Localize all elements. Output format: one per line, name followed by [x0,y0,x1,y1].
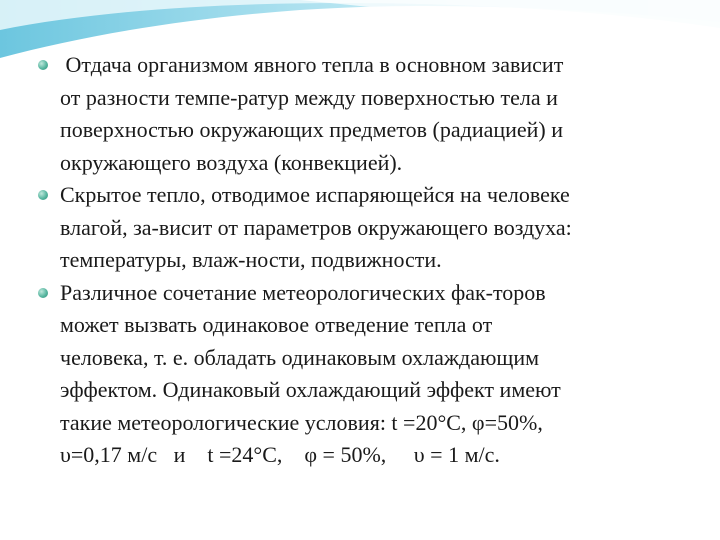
bullet-line: от разности темпе-ратур между поверхностью тела и [60,84,558,110]
bullet-icon [38,190,48,200]
bullet-line: υ=0,17 м/с и t =24°С, φ = 50%, υ = 1 м/с. [60,442,500,467]
bullet-icon [38,60,48,70]
bullet-item-3 [34,277,684,472]
bullet-icon [38,288,48,298]
bullet-line: человека, т. е. обладать одинаковым охлаждающим [60,344,540,370]
bullet-line: поверхностью окружающих предметов (радиацией) и [60,117,564,142]
bullet-line: такие метеорологические условия: t =20°С, φ=50%, [60,409,543,435]
bullet-item-1 [34,49,684,179]
bullet-line: влагой, за-висит от параметров окружающего воздуха: [60,214,572,240]
bullet-line: эффектом. Одинаковый охлаждающий эффект имеют [60,377,561,402]
bullet-list [34,49,684,472]
bullet-line: окружающего воздуха (конвекцией). [60,149,403,175]
bullet-line: может вызвать одинаковое отведение тепла от [60,312,493,337]
bullet-line: Различное сочетание метеорологических фак-торов [60,279,546,305]
bullet-line: Скрытое тепло, отводимое испаряющейся на человеке [60,182,570,207]
bullet-line: температуры, влаж-ности, подвижности. [60,247,442,272]
bullet-line: Отдача организмом явного тепла в основном зависит [60,52,564,77]
bullet-item-2 [34,179,684,277]
